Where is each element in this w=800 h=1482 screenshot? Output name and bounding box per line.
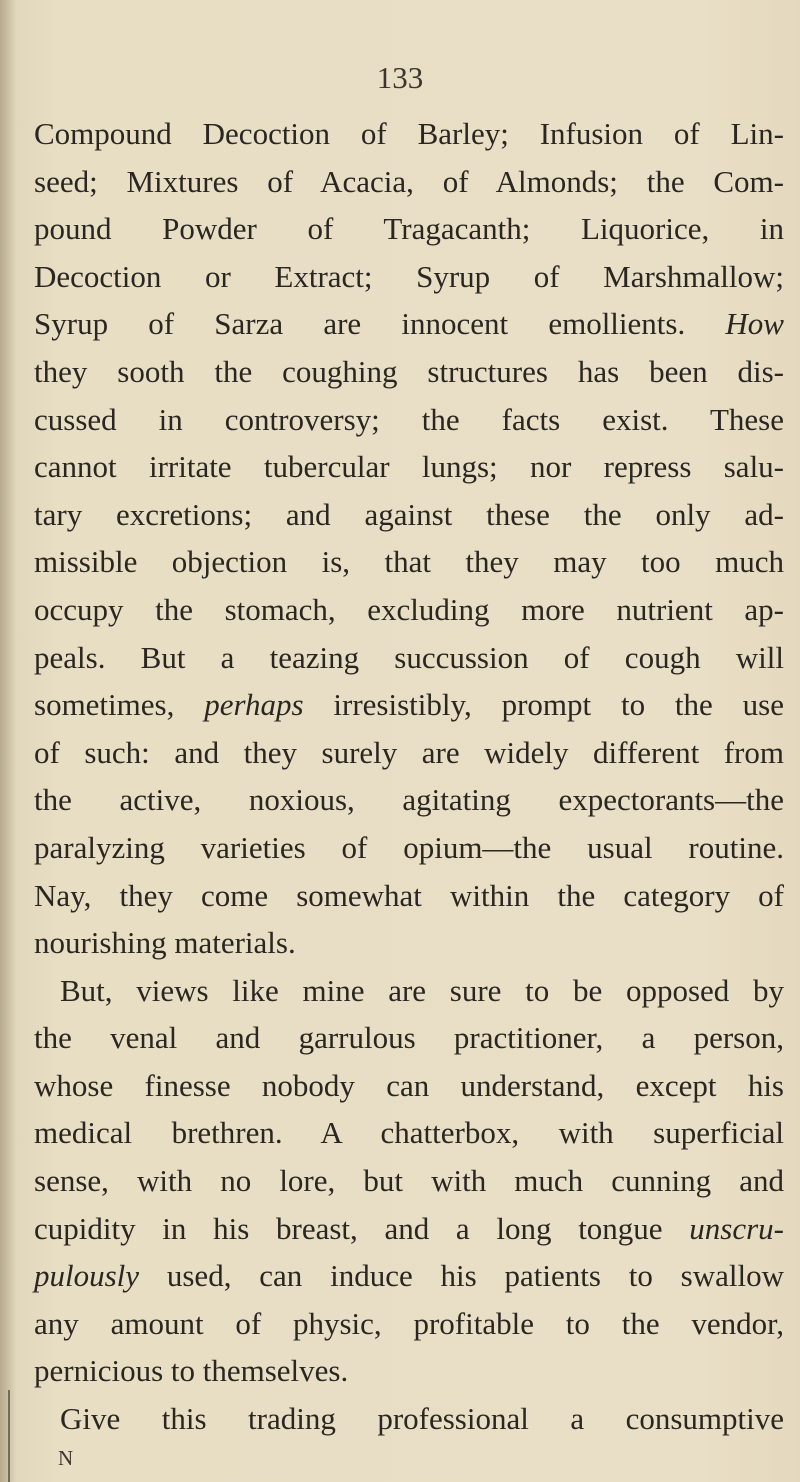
text-line	[34, 110, 784, 158]
text-segment: Nay, they come somewhat within the category of	[34, 877, 784, 913]
text-segment: peals. But a teazing succussion of cough will	[34, 639, 784, 675]
text-line	[34, 919, 784, 967]
italic-text: pulously	[34, 1258, 140, 1294]
text-line	[34, 1347, 784, 1395]
italic-text: How	[725, 306, 784, 342]
text-line	[34, 443, 784, 491]
text-segment: used, can induce his patients to swallow	[139, 1258, 784, 1294]
text-line	[34, 824, 784, 872]
text-segment: irresistibly, prompt to the use	[303, 687, 784, 723]
italic-text: unscru-	[689, 1210, 784, 1246]
text-segment: medical brethren. A chatterbox, with superficial	[34, 1115, 784, 1151]
page-number: 133	[376, 60, 424, 95]
text-line	[34, 253, 784, 301]
text-segment: of such: and they surely are widely different from	[34, 734, 784, 770]
binding-shadow	[0, 0, 16, 1482]
text-segment: whose finesse nobody can understand, except his	[34, 1067, 784, 1103]
text-segment: seed; Mixtures of Acacia, of Almonds; the Com-	[34, 163, 784, 199]
text-segment: tary excretions; and against these the only ad-	[34, 496, 784, 532]
text-segment: Syrup of Sarza are innocent emollients.	[34, 306, 726, 342]
text-segment: cannot irritate tubercular lungs; nor repress salu-	[34, 449, 784, 485]
text-segment: they sooth the coughing structures has been dis-	[34, 353, 784, 389]
text-line	[34, 872, 784, 920]
text-line	[34, 205, 784, 253]
text-segment: nourishing materials.	[34, 925, 296, 961]
text-line	[34, 396, 784, 444]
text-line	[34, 1109, 784, 1157]
italic-text: perhaps	[204, 687, 304, 723]
text-line	[34, 491, 784, 539]
text-segment: Decoction or Extract; Syrup of Marshmallow;	[34, 258, 784, 294]
body-text	[34, 110, 784, 1443]
text-line	[34, 1395, 784, 1443]
text-line	[34, 776, 784, 824]
text-segment: occupy the stomach, excluding more nutrient ap-	[34, 591, 784, 627]
text-segment: sense, with no lore, but with much cunning and	[34, 1163, 784, 1199]
text-line	[34, 634, 784, 682]
text-segment: cupidity in his breast, and a long tongue	[34, 1210, 690, 1246]
text-segment: paralyzing varieties of opium—the usual routine.	[34, 829, 784, 865]
text-line	[34, 1062, 784, 1110]
text-segment: But, views like mine are sure to be opposed by	[60, 972, 784, 1008]
text-line	[34, 1014, 784, 1062]
text-line	[34, 300, 784, 348]
text-segment: the active, noxious, agitating expectorants—the	[34, 782, 784, 818]
text-line	[34, 1157, 784, 1205]
text-line	[34, 681, 784, 729]
text-line	[34, 1205, 784, 1253]
text-segment: pound Powder of Tragacanth; Liquorice, in	[34, 211, 784, 247]
text-segment: missible objection is, that they may too much	[34, 544, 784, 580]
text-line	[34, 967, 784, 1015]
text-segment: Give this trading professional a consumptive	[60, 1401, 784, 1437]
text-segment: sometimes,	[34, 687, 205, 723]
signature-mark: N	[58, 1446, 74, 1470]
text-line	[34, 538, 784, 586]
text-line	[34, 729, 784, 777]
text-line	[34, 348, 784, 396]
text-segment: any amount of physic, profitable to the vendor,	[34, 1305, 784, 1341]
text-line	[34, 1252, 784, 1300]
text-segment: pernicious to themselves.	[34, 1353, 349, 1389]
text-line	[34, 586, 784, 634]
text-line	[34, 1300, 784, 1348]
spine-edge	[8, 1390, 10, 1482]
text-segment: cussed in controversy; the facts exist. These	[34, 401, 784, 437]
text-segment: the venal and garrulous practitioner, a person,	[34, 1020, 784, 1056]
text-line	[34, 158, 784, 206]
text-segment: Compound Decoction of Barley; Infusion of Lin-	[34, 116, 784, 151]
